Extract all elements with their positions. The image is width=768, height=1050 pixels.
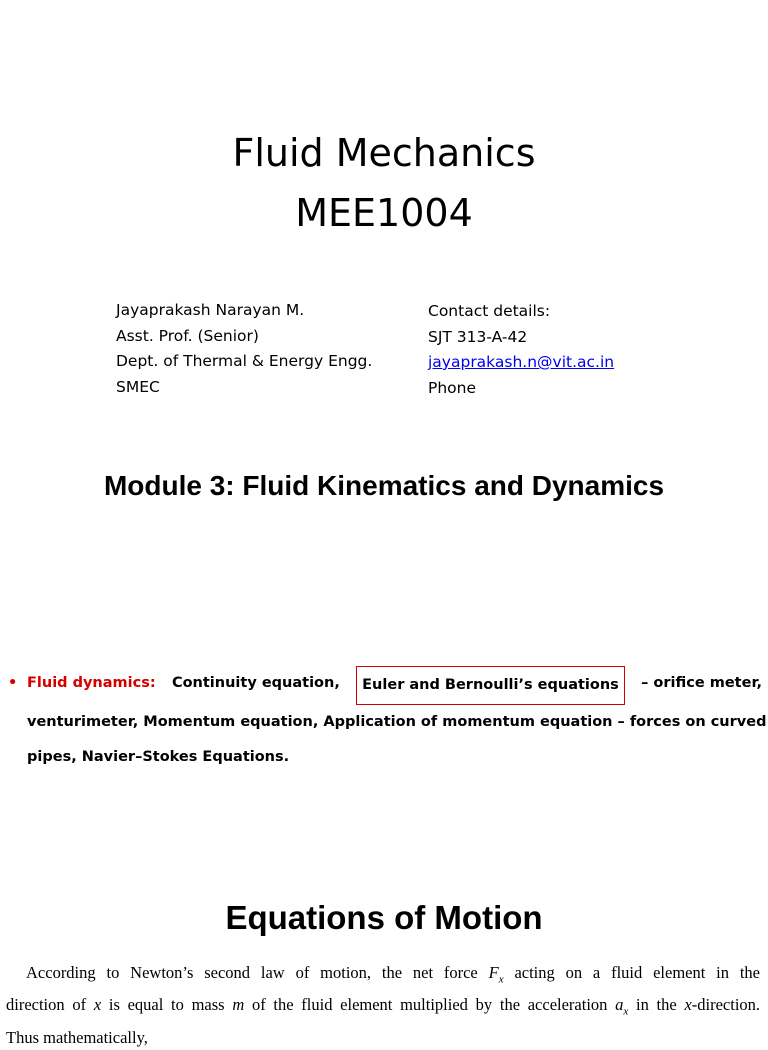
- module-topics: [8, 666, 767, 775]
- bullet-marker: •: [8, 675, 18, 691]
- bullet-line-2: venturimeter, Momentum equation, Application of momentum equation – forces on curved: [27, 714, 767, 730]
- author-info: [116, 298, 372, 400]
- module-heading: Module 3: Fluid Kinematics and Dynamics: [103, 470, 665, 501]
- acceleration-symbol: a: [615, 995, 624, 1015]
- bullet-line-1: [8, 666, 762, 705]
- author-name: Jayaprakash Narayan M.: [116, 301, 305, 319]
- author-department: Dept. of Thermal & Energy Engg.: [116, 352, 373, 370]
- x-symbol: x: [684, 995, 692, 1015]
- subscript: x: [498, 973, 504, 986]
- highlighted-topic: Euler and Bernoulli’s equations: [356, 666, 625, 705]
- contact-info: [428, 299, 614, 401]
- paragraph-line-2: [6, 992, 760, 1024]
- text-run: acting on a fluid element in the: [514, 963, 761, 982]
- author-position: Asst. Prof. (Senior): [116, 326, 259, 345]
- text-run: in the: [636, 995, 677, 1015]
- bullet-line-3: pipes, Navier–Stokes Equations.: [27, 749, 290, 765]
- bullet-text-pre: Continuity equation,: [171, 675, 340, 691]
- email-link[interactable]: jayaprakash.n@vit.ac.in: [428, 353, 615, 371]
- contact-phone: Phone: [428, 378, 477, 397]
- author-school: SMEC: [116, 377, 160, 396]
- paragraph-line-1: [6, 960, 760, 992]
- subscript: x: [623, 1005, 629, 1018]
- course-code: MEE1004: [295, 191, 473, 235]
- contact-office: SJT 313-A-42: [428, 327, 528, 346]
- contact-heading: Contact details:: [428, 302, 551, 320]
- mass-symbol: m: [232, 995, 245, 1015]
- text-run: is equal to mass: [108, 995, 225, 1015]
- bullet-label: Fluid dynamics:: [27, 675, 156, 691]
- force-symbol: F: [488, 963, 499, 982]
- body-paragraph: [6, 960, 760, 1050]
- section-heading: Equations of Motion: [225, 899, 543, 936]
- text-run: -direction.: [691, 995, 761, 1015]
- x-symbol: x: [93, 995, 102, 1015]
- paragraph-line-3: Thus mathematically,: [6, 1027, 148, 1047]
- slide-title: Fluid Mechanics: [232, 131, 536, 175]
- text-run: direction of: [6, 995, 87, 1015]
- bullet-text-post: – orifice meter,: [641, 675, 762, 691]
- text-run: of the fluid element multiplied by the acceleration: [251, 995, 608, 1015]
- text-run: According to Newton’s second law of motion, the net force: [26, 963, 478, 982]
